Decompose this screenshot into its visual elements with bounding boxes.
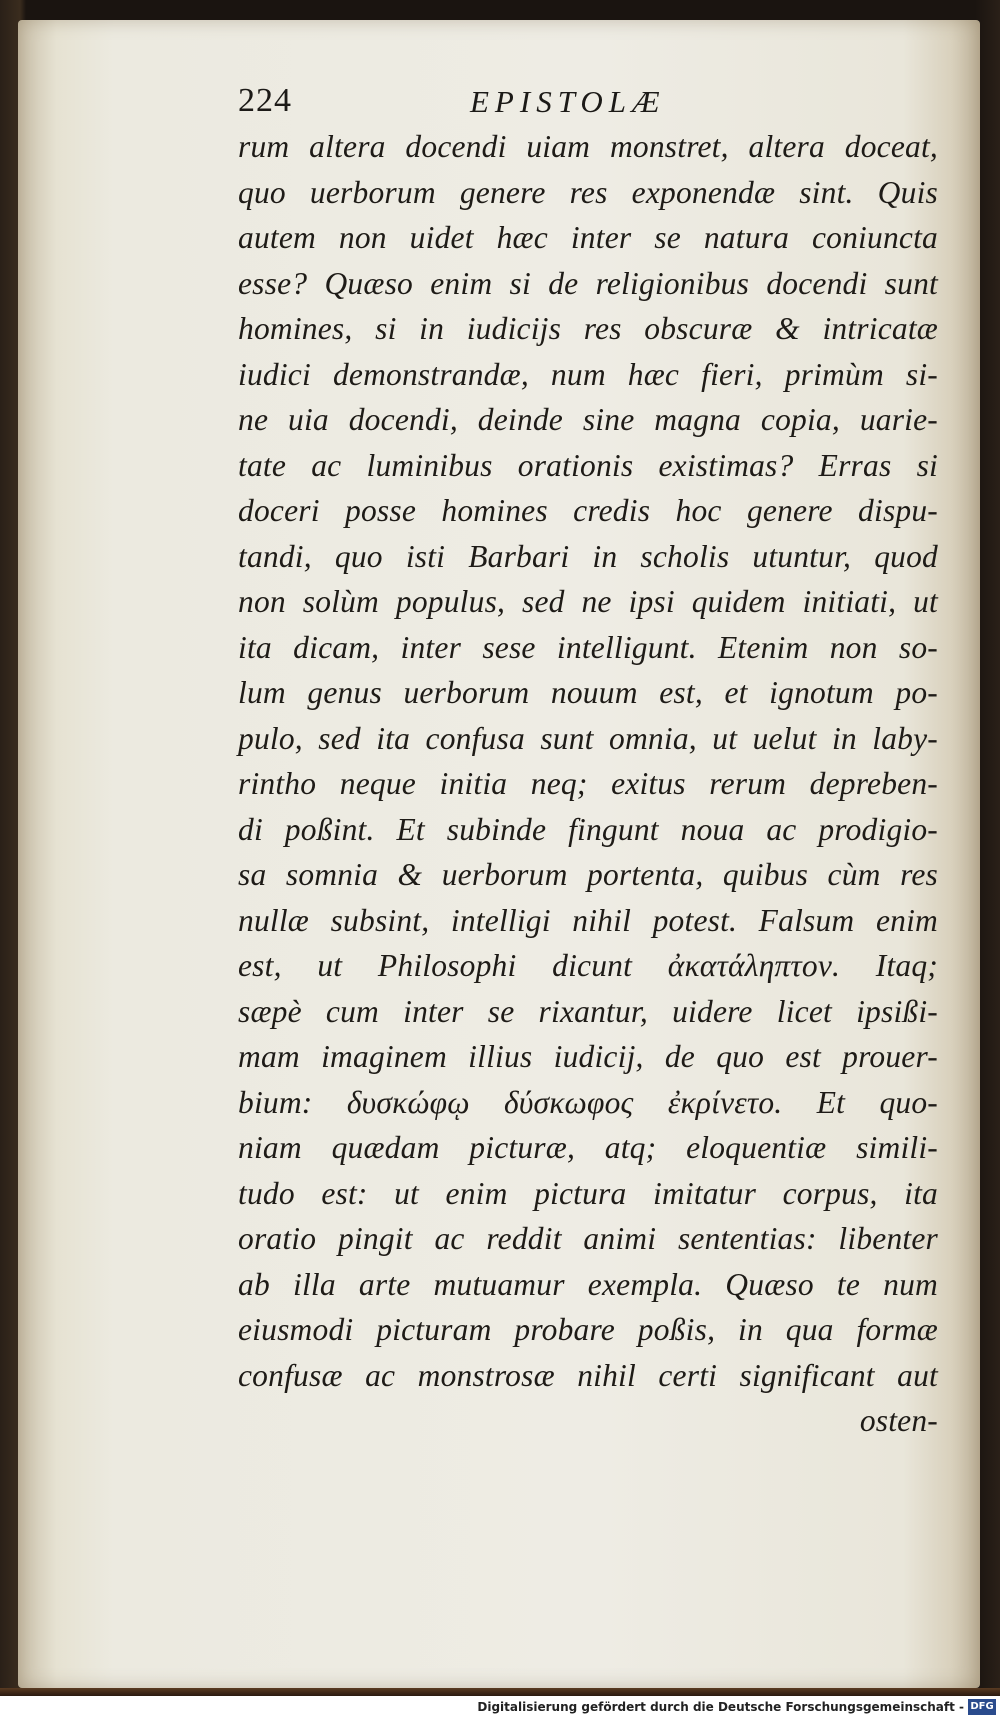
text-line: confusæ ac monstrosæ nihil certi significant aut xyxy=(238,1357,938,1393)
footer-bar xyxy=(0,1696,1000,1721)
text-line: est, ut Philosophi dicunt ἀκατάληπτον. Itaq; xyxy=(238,948,938,983)
text-line: mam imaginem illius iudicij, de quo est prouer- xyxy=(238,1039,938,1074)
text-line: ita dicam, inter sese intelligunt. Etenim non so- xyxy=(238,629,938,665)
text-line: non solùm populus, sed ne ipsi quidem initiati, ut xyxy=(238,584,938,619)
running-head: EPISTOLÆ xyxy=(470,84,666,119)
text-line: ne uia docendi, deinde sine magna copia, uarie- xyxy=(238,402,938,437)
text-line: lum genus uerborum nouum est, et ignotum po- xyxy=(238,675,938,710)
page-header xyxy=(238,82,938,122)
text-line: rum altera docendi uiam monstret, altera doceat, xyxy=(238,129,938,164)
text-line: di poßint. Et subinde fingunt noua ac prodigio- xyxy=(238,811,938,847)
page-number: 224 xyxy=(238,82,292,119)
text-line: sæpè cum inter se rixantur, uidere licet ipsißi- xyxy=(238,993,938,1029)
text-line: nullæ subsint, intelligi nihil potest. Falsum enim xyxy=(238,902,938,938)
text-line: autem non uidet hæc inter se natura coniuncta xyxy=(238,220,938,255)
text-line: tudo est: ut enim pictura imitatur corpus, ita xyxy=(238,1175,938,1211)
text-line: bium: δυσκώφῳ δύσκωφος ἐκρίνετο. Et quo- xyxy=(238,1084,938,1120)
text-line: ab illa arte mutuamur exempla. Quæso te num xyxy=(238,1266,938,1302)
text-line: tandi, quo isti Barbari in scholis utuntur, quod xyxy=(238,538,938,574)
text-line: quo uerborum genere res exponendæ sint. Quis xyxy=(238,174,938,210)
text-line: doceri posse homines credis hoc genere dispu- xyxy=(238,493,938,528)
text-line: homines, si in iudicijs res obscuræ & intricatæ xyxy=(238,311,938,346)
text-line: oratio pingit ac reddit animi sententias: libenter xyxy=(238,1221,938,1256)
text-line: sa somnia & uerborum portenta, quibus cùm res xyxy=(238,857,938,892)
dfg-logo: DFG xyxy=(968,1699,996,1715)
text-line: eiusmodi picturam probare poßis, in qua formæ xyxy=(238,1312,938,1347)
page-edge xyxy=(0,1688,1000,1696)
text-line: niam quædam picturæ, atq; eloquentiæ simili- xyxy=(238,1130,938,1165)
body-text xyxy=(238,124,938,1444)
text-line: esse? Quæso enim si de religionibus docendi sunt xyxy=(238,265,938,301)
text-line: iudici demonstrandæ, num hæc fieri, primùm si- xyxy=(238,356,938,392)
text-line: rintho neque initia neq; exitus rerum depreben- xyxy=(238,766,938,801)
text-line: pulo, sed ita confusa sunt omnia, ut uelut in laby- xyxy=(238,720,938,756)
footer-credit: Digitalisierung gefördert durch die Deutsche Forschungsgemeinschaft - xyxy=(477,1700,964,1714)
text-line: osten- xyxy=(859,1403,938,1438)
text-line: tate ac luminibus orationis existimas? Erras si xyxy=(238,447,938,483)
